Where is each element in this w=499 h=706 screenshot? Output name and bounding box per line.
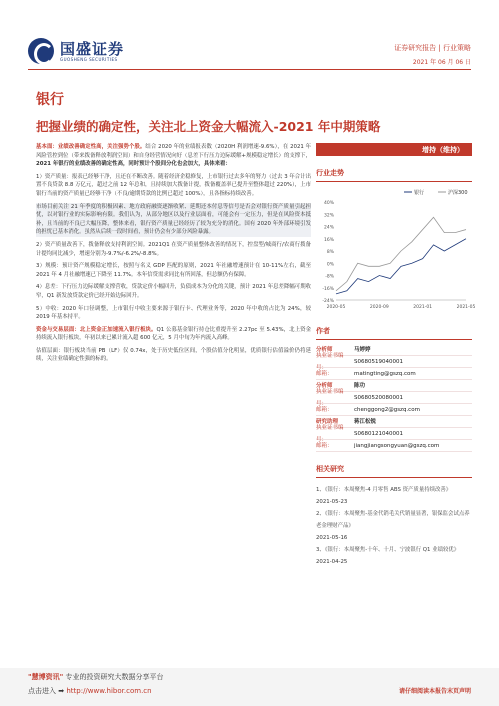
analyst-role: 执业证书编号： <box>316 352 344 371</box>
trend-title: 行业走势 <box>316 168 472 182</box>
related-item-date: 2021-04-25 <box>316 559 348 565</box>
footer-enter-label: 点击进入 <box>28 687 56 695</box>
legend-label: 银行 <box>414 190 425 196</box>
y-tick-label: 24% <box>323 225 334 231</box>
page-header <box>0 0 499 70</box>
paragraph-5: 3）规模：预计资产规模稳定增长，按照与名义 GDP 匹配的原则，2021 年社融增速预计在 10-11%左右，截至 2021 年 4 月社融增速已下降至 11.7%。本年信贷需求同比有所回落，但总额仍有保障。 <box>36 263 311 278</box>
p1-bold: 2021 年银行的业绩改善的确定性高，同时预计个股间分化也会加大，具体来看： <box>36 161 231 168</box>
company-logo <box>28 38 124 64</box>
x-tick-label: 2020-09 <box>369 305 389 310</box>
analyst-role: 邮箱： <box>316 370 333 377</box>
y-tick-label: 32% <box>323 213 334 219</box>
report-body <box>36 143 311 364</box>
y-tick-label: 8% <box>326 250 334 255</box>
legend-label: 沪深300 <box>448 190 468 196</box>
footer-slogan: 专业的投资研究大数据分享平台 <box>65 673 164 681</box>
analyst-value: chenggong2@gszq.com <box>354 406 420 413</box>
analyst-role: 邮箱： <box>316 406 333 413</box>
analyst-value: S0680520080001 <box>354 394 403 401</box>
trend-chart <box>316 184 476 314</box>
related-research-list <box>316 484 472 568</box>
analyst-value: 马婷婷 <box>354 346 371 353</box>
analyst-value: S0680519040001 <box>354 358 403 365</box>
paragraph-9: 估值层面：银行板块当前 PB（LF）仅 0.74x，处于历史低位区间，个股估值分化明显，优质银行估值溢价仍将延续，关注业绩确定性强的标的。 <box>36 347 311 363</box>
analyst-value: matingting@gszq.com <box>354 370 416 377</box>
analyst-role: 分析师 <box>316 346 333 353</box>
analyst-title: 作者 <box>316 326 472 340</box>
footer-platform <box>28 672 164 682</box>
analyst-list <box>316 344 472 452</box>
analyst-role: 邮箱： <box>316 442 333 449</box>
analyst-role: 分析师 <box>316 382 333 389</box>
p8-text: Q1 公募基金银行持仓比重提升至 2.27pc 至 5.43%，北上资金持续流入银行板块，年初以来已累计流入超 600 亿元，5 月中旬为年内流入高峰。 <box>36 326 311 342</box>
analyst-role: 研究助理 <box>316 418 339 425</box>
analyst-value: S0680121040001 <box>354 430 403 437</box>
footer-link-row <box>28 686 152 696</box>
related-title: 相关研究 <box>316 464 472 478</box>
y-tick-label: -8% <box>325 274 334 280</box>
arrow-right-icon: ➡ <box>58 687 65 695</box>
analyst-value: jiangjiangsongyuan@gszq.com <box>354 442 440 449</box>
analyst-row <box>316 424 472 443</box>
analyst-value: 蒋江松锐 <box>354 418 377 425</box>
rating-badge: 增持（维持） <box>316 143 472 156</box>
footer-url-link[interactable]: http://www.hibor.com.cn <box>66 687 152 695</box>
analyst-row <box>316 404 472 416</box>
analyst-role: 执业证书编号： <box>316 424 344 443</box>
analyst-row <box>316 388 472 407</box>
report-type: 证券研究报告 | 行业策略 <box>394 44 471 52</box>
paragraph-3: 市场目前关注 21 年季度的积极因素、地方政府融资逐渐收紧、延期还本付息等信号是否会对银行资产质量引起担忧，以对银行业的实际影响有限。我们认为，从部分地区以及行业层面看，可能会有一定压力，但是在风险资本抵补，且当前的不良已大幅压降，整体来看，银行资产质量已经经历了较为充分的消化。国有 2020 年外部环境引发的担忧已基本消化。虽然从后续一段时间看，预计仍会有少部分风险暴露。 <box>36 203 311 236</box>
related-item-date: 2021-05-16 <box>316 535 348 541</box>
sidebar <box>316 143 476 568</box>
y-tick-label: 16% <box>323 237 334 243</box>
analyst-role: 执业证书编号： <box>316 388 344 407</box>
page-footer <box>0 668 499 706</box>
y-tick-label: 40% <box>323 201 334 206</box>
logo-en: GUOSHENG SECURITIES <box>60 56 118 62</box>
analyst-row <box>316 368 472 380</box>
series-line-1 <box>336 217 466 291</box>
p8-label: 资金与交易层面：北上资金正加速流入银行板块。 <box>36 326 157 333</box>
header-divider <box>28 69 471 70</box>
x-tick-label: 2020-05 <box>326 305 346 310</box>
paragraph-4: 2）资产质量改善下，拨备释放支持利润空间。2021Q1 在资产质量整体改善的情况下，控盘型/城商行/农商行拨备计提均同比减少，增速分别为-9.7%/-6.2%/-8.8%。 <box>36 241 311 257</box>
related-item-title[interactable]: 2、《银行：本周聚焦-基金代销毛关代销量显著，银保监会试点养老金理财产品》 <box>316 511 470 529</box>
analyst-value: 陈功 <box>354 382 366 389</box>
related-item-title[interactable]: 1、《银行：本周聚焦-4 月零售 ABS 资产质量持续改善》 <box>316 487 452 493</box>
footer-disclaimer: 请仔细阅读本报告末页声明 <box>398 688 471 695</box>
y-tick-label: 0% <box>326 262 334 268</box>
related-item-title[interactable]: 3、《银行：本周聚焦-十年、十月、宁波银行 Q1 业绩较优》 <box>316 547 460 553</box>
paragraph-6: 4）息差：下行压力边际缓解支撑营收，贷款定价小幅回升，负债成本为分化的关键，预计 2021 年息差降幅可期收窄，Q1 新发放贷款定价已经开始边际回升。 <box>36 284 311 299</box>
related-item-date: 2021-05-23 <box>316 499 348 505</box>
analyst-row <box>316 440 472 452</box>
y-tick-label: -24% <box>322 299 334 304</box>
x-tick-label: 2021-01 <box>413 305 433 310</box>
industry-title: 银行 <box>36 92 64 108</box>
x-tick-label: 2021-05 <box>456 305 476 310</box>
p1-label: 基本面：业绩改善确定性高，关注强势个股。 <box>36 144 146 150</box>
footer-brand: "慧博资讯" <box>28 673 64 681</box>
analyst-row <box>316 352 472 371</box>
y-tick-label: -16% <box>322 286 334 292</box>
report-date: 2021 年 06 月 06 日 <box>412 59 471 66</box>
paragraph-8 <box>36 326 311 343</box>
paragraph-1 <box>36 143 311 169</box>
report-title: 把握业绩的确定性，关注北上资金大幅流入-2021 年中期策略 <box>36 119 381 134</box>
logo-cn: 国盛证券 <box>60 39 125 58</box>
paragraph-7: 5）中收：2020 年口径调整，上市银行中收主要来源于银行卡、代理业务等，2020 年中收的占比为 24%，较 2019 年基本持平。 <box>36 305 311 321</box>
paragraph-2: 1）资产质量：报表已经够干净，且还在不断改善。随着经济企稳修复，上市银行过去多年的努力（过去 3 年合计出置不良贷款 8.8 万亿元，超过之前 12 年总和，且持续加大拨备计提，拨备覆盖率已提升至整体超过 220%），上市银行当前的资产质量已经够干净（不良/逾期贷款的比例已超过 100%），且各指标持续改善。 <box>36 173 311 197</box>
trend-chart-svg <box>316 184 476 314</box>
logo-mark-icon <box>28 38 54 64</box>
p1-text: 结合 2020 年的业绩报表数（2020H 利润增速-9.6%），在 2021 年风险管控到位（带来拨备释放利润空间）和自身经营情况向好（息差下行压力边际缓解+规模稳定增长）的支撑下， <box>36 144 311 159</box>
